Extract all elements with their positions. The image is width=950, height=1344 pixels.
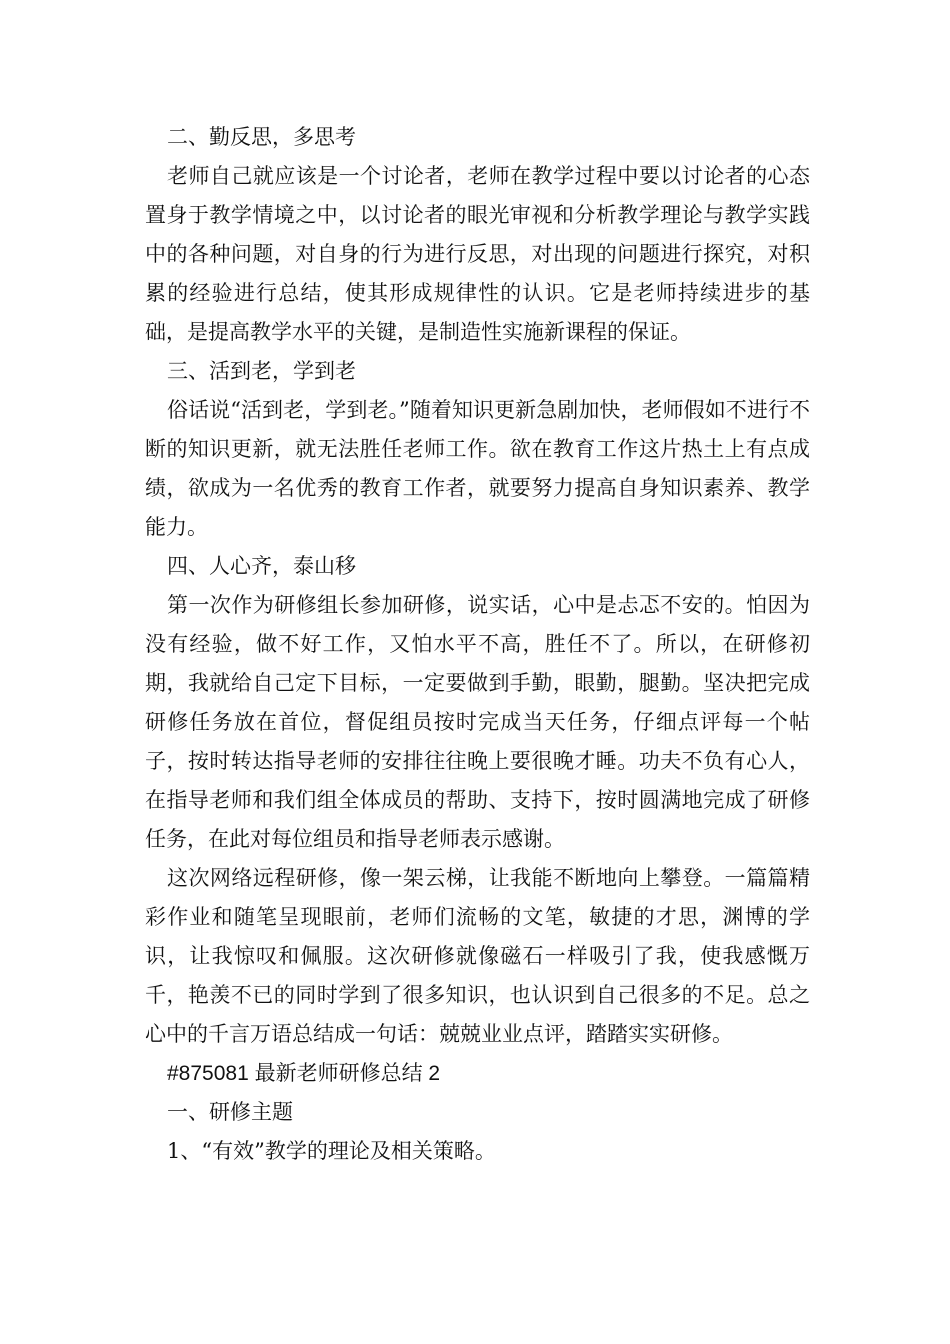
document-body	[145, 118, 810, 1171]
section-heading-unity: 四、人心齐，泰山移	[167, 554, 356, 578]
paragraph-reflection: 老师自己就应该是一个讨论者，老师在教学过程中要以讨论者的心态置身于教学情境之中，以讨论者的眼光审视和分析教学理论与教学实践中的各种问题，对自身的行为进行反思，对出现的问题进行探究，对积累的经验进行总结，使其形成规律性的认识。它是老师持续进步的基础，是提高教学水平的关键，是制造性实施新课程的保证。	[145, 164, 810, 344]
section-heading-lifelong-learning: 三、活到老，学到老	[167, 359, 356, 383]
list-item-effective-teaching: 1、“有效”教学的理论及相关策略。	[167, 1139, 496, 1163]
section-heading-training-theme: 一、研修主题	[167, 1100, 293, 1124]
paragraph-unity: 第一次作为研修组长参加研修，说实话，心中是忐忑不安的。怕因为没有经验，做不好工作，又怕水平不高，胜任不了。所以，在研修初期，我就给自己定下目标，一定要做到手勤，眼勤，腿勤。坚决把完成研修任务放在首位，督促组员按时完成当天任务，仔细点评每一个帖子，按时转达指导老师的安排往往晚上要很晚才睡。功夫不负有心人，在指导老师和我们组全体成员的帮助、支持下，按时圆满地完成了研修任务，在此对每位组员和指导老师表示感谢。	[145, 593, 810, 851]
document-title-summary-2: #875081 最新老师研修总结 2	[167, 1062, 441, 1085]
section-heading-reflection: 二、勤反思，多思考	[167, 125, 356, 149]
paragraph-online-training: 这次网络远程研修，像一架云梯，让我能不断地向上攀登。一篇篇精彩作业和随笔呈现眼前，老师们流畅的文笔，敏捷的才思，渊博的学识，让我惊叹和佩服。这次研修就像磁石一样吸引了我，使我感慨万千，艳羡不已的同时学到了很多知识，也认识到自己很多的不足。总之心中的千言万语总结成一句话：兢兢业业点评，踏踏实实研修。	[145, 866, 810, 1046]
paragraph-lifelong-learning: 俗话说“活到老，学到老。”随着知识更新急剧加快，老师假如不进行不断的知识更新，就无法胜任老师工作。欲在教育工作这片热土上有点成绩，欲成为一名优秀的教育工作者，就要努力提高自身知识素养、教学能力。	[145, 398, 810, 539]
